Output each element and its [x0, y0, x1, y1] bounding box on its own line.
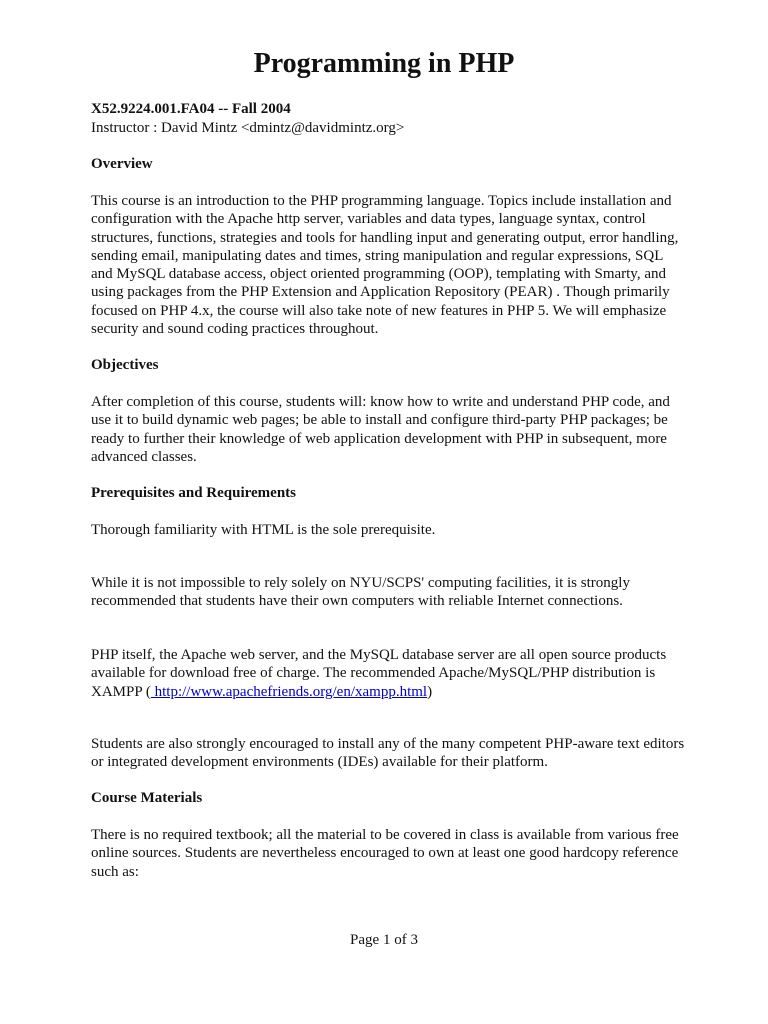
prerequisites-p3-end: )	[427, 683, 433, 700]
objectives-heading: Objectives	[91, 357, 159, 373]
prerequisites-p2: While it is not impossible to rely solely on NYU/SCPS' computing facilities, it is strongly recommended that students have their own computers with reliable Internet connections.	[91, 575, 630, 610]
course-code: X52.9224.001.FA04 -- Fall 2004	[91, 101, 291, 117]
xampp-link[interactable]: http://www.apachefriends.org/en/xampp.html	[150, 683, 428, 700]
overview-heading: Overview	[91, 156, 153, 172]
prerequisites-heading: Prerequisites and Requirements	[91, 485, 296, 501]
prerequisites-p3	[91, 646, 687, 701]
overview-text: This course is an introduction to the PHP programming language. Topics include installation and configuration with the Apache http server, variables and data types, language syntax, control structures, functions, strategies and tools for handling input and generating output, error handling, sending email, manipulating dates and times, string manipulation and regular expressions, SQL and MySQL database access, object oriented programming (OOP), templating with Smarty, and using packages from the PHP Extension and Application Repository (PEAR) . Though primarily focused on PHP 4.x, the course will also take note of new features in PHP 5. We will emphasize security and sound coding practices throughout.	[91, 193, 679, 338]
materials-heading: Course Materials	[91, 790, 203, 806]
prerequisites-p1: Thorough familiarity with HTML is the sole prerequisite.	[91, 522, 436, 538]
prerequisites-p4: Students are also strongly encouraged to install any of the many competent PHP-aware text editors or integrated development environments (IDEs) available for their platform.	[91, 736, 685, 771]
materials-text: There is no required textbook; all the material to be covered in class is available from various free online sources. Students are nevertheless encouraged to own at least one good hardcopy reference such as:	[91, 827, 679, 880]
objectives-text: After completion of this course, students will: know how to write and understand PHP code, and use it to build dynamic web pages; be able to install and configure third-party PHP packages; be ready to further their knowledge of web application development with PHP in subsequent, more advanced classes.	[91, 394, 670, 465]
page-title: Programming in PHP	[253, 48, 515, 79]
page-number: Page 1 of 3	[350, 932, 418, 948]
instructor-line: Instructor : David Mintz <dmintz@davidmintz.org>	[91, 120, 405, 136]
prerequisites-p3-text: PHP itself, the Apache web server, and the MySQL database server are all open source products available for download free of charge. The recommended Apache/MySQL/PHP distribution is XAMPP (	[91, 647, 667, 700]
